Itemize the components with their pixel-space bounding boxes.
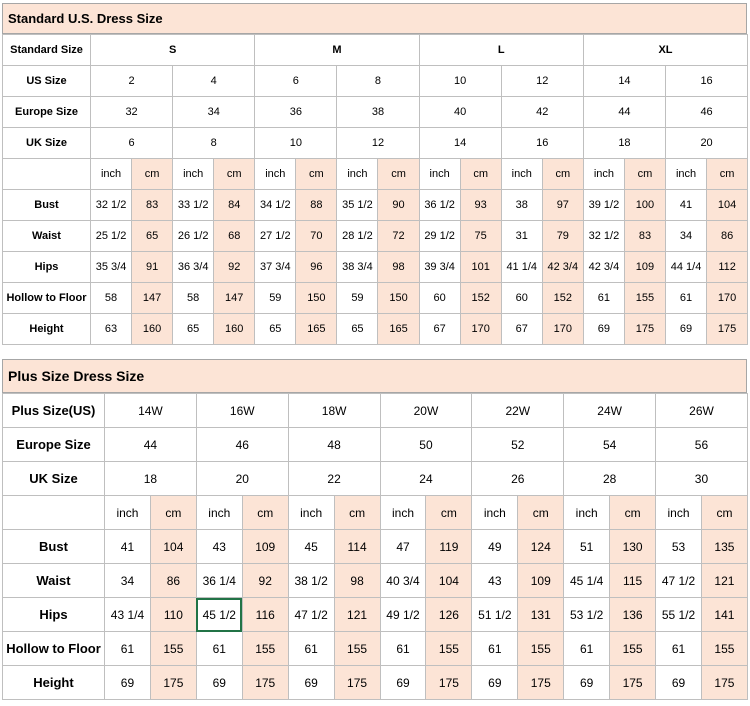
inch-value-cell[interactable]: 38	[501, 190, 542, 221]
cm-value-cell[interactable]: 175	[707, 314, 748, 345]
inch-value-cell[interactable]: 51 1/2	[472, 598, 518, 632]
size-row	[3, 128, 748, 159]
cm-value-cell[interactable]: 155	[242, 632, 288, 666]
size-cell[interactable]: 46	[196, 428, 288, 462]
size-cell[interactable]: 20	[196, 462, 288, 496]
inch-value-cell[interactable]: 69	[666, 314, 707, 345]
inch-value-cell[interactable]: 45 1/2	[196, 598, 242, 632]
inch-value-cell[interactable]: 36 1/2	[419, 190, 460, 221]
cm-value-cell[interactable]: 93	[460, 190, 501, 221]
cm-value-cell[interactable]: 83	[624, 221, 665, 252]
cm-value-cell[interactable]: 147	[132, 283, 173, 314]
cm-value-cell[interactable]: 42 3/4	[542, 252, 583, 283]
cm-value-cell[interactable]: 175	[334, 666, 380, 700]
cm-value-cell[interactable]: 155	[150, 632, 196, 666]
size-group-m[interactable]: M	[255, 35, 419, 66]
size-cell[interactable]: 30	[656, 462, 748, 496]
cm-value-cell[interactable]: 91	[132, 252, 173, 283]
inch-value-cell[interactable]: 58	[173, 283, 214, 314]
cm-value-cell[interactable]: 121	[334, 598, 380, 632]
cm-value-cell[interactable]: 170	[542, 314, 583, 345]
cm-value-cell[interactable]: 109	[518, 564, 564, 598]
inch-value-cell[interactable]: 33 1/2	[173, 190, 214, 221]
unit-inch-label[interactable]: inch	[173, 159, 214, 190]
inch-value-cell[interactable]: 69	[564, 666, 610, 700]
unit-cm-label[interactable]: cm	[334, 496, 380, 530]
inch-value-cell[interactable]: 36 3/4	[173, 252, 214, 283]
size-cell[interactable]: 52	[472, 428, 564, 462]
inch-value-cell[interactable]: 42 3/4	[583, 252, 624, 283]
cm-value-cell[interactable]: 160	[132, 314, 173, 345]
cm-value-cell[interactable]: 121	[701, 564, 747, 598]
size-cell[interactable]: 14	[583, 66, 665, 97]
inch-value-cell[interactable]: 38 1/2	[288, 564, 334, 598]
cm-value-cell[interactable]: 155	[426, 632, 472, 666]
cm-value-cell[interactable]: 119	[426, 530, 472, 564]
unit-inch-label[interactable]: inch	[656, 496, 702, 530]
cm-value-cell[interactable]: 155	[334, 632, 380, 666]
size-cell[interactable]: 32	[91, 97, 173, 128]
cm-value-cell[interactable]: 150	[296, 283, 337, 314]
size-group-xl[interactable]: XL	[583, 35, 747, 66]
inch-value-cell[interactable]: 69	[380, 666, 426, 700]
size-cell[interactable]: 18	[105, 462, 197, 496]
inch-value-cell[interactable]: 69	[196, 666, 242, 700]
size-cell[interactable]: 12	[337, 128, 419, 159]
inch-value-cell[interactable]: 60	[419, 283, 460, 314]
inch-value-cell[interactable]: 40 3/4	[380, 564, 426, 598]
cm-value-cell[interactable]: 155	[610, 632, 656, 666]
cm-value-cell[interactable]: 86	[150, 564, 196, 598]
size-cell[interactable]: 44	[105, 428, 197, 462]
unit-inch-label[interactable]: inch	[583, 159, 624, 190]
row-label[interactable]: Bust	[3, 530, 105, 564]
inch-value-cell[interactable]: 32 1/2	[91, 190, 132, 221]
size-cell[interactable]: 34	[173, 97, 255, 128]
inch-value-cell[interactable]: 44 1/4	[666, 252, 707, 283]
size-cell[interactable]: 16	[666, 66, 748, 97]
measurement-row	[3, 632, 748, 666]
measurement-row	[3, 252, 748, 283]
cm-value-cell[interactable]: 92	[242, 564, 288, 598]
unit-row	[3, 159, 748, 190]
unit-corner-cell[interactable]	[3, 496, 105, 530]
inch-value-cell[interactable]: 26 1/2	[173, 221, 214, 252]
size-cell[interactable]: 40	[419, 97, 501, 128]
unit-inch-label[interactable]: inch	[564, 496, 610, 530]
size-cell[interactable]: 38	[337, 97, 419, 128]
size-cell[interactable]: 10	[419, 66, 501, 97]
cm-value-cell[interactable]: 175	[150, 666, 196, 700]
inch-value-cell[interactable]: 53	[656, 530, 702, 564]
unit-cm-label[interactable]: cm	[242, 496, 288, 530]
cm-value-cell[interactable]: 165	[296, 314, 337, 345]
row-label[interactable]: Bust	[3, 190, 91, 221]
inch-value-cell[interactable]: 63	[91, 314, 132, 345]
cm-value-cell[interactable]: 155	[518, 632, 564, 666]
cm-value-cell[interactable]: 83	[132, 190, 173, 221]
size-cell[interactable]: 20W	[380, 394, 472, 428]
cm-value-cell[interactable]: 126	[426, 598, 472, 632]
size-cell[interactable]: 42	[501, 97, 583, 128]
cm-value-cell[interactable]: 112	[707, 252, 748, 283]
cm-value-cell[interactable]: 136	[610, 598, 656, 632]
cm-value-cell[interactable]: 155	[701, 632, 747, 666]
unit-inch-label[interactable]: inch	[380, 496, 426, 530]
unit-cm-label[interactable]: cm	[518, 496, 564, 530]
row-label[interactable]: Hips	[3, 252, 91, 283]
cm-value-cell[interactable]: 175	[518, 666, 564, 700]
inch-value-cell[interactable]: 32 1/2	[583, 221, 624, 252]
inch-value-cell[interactable]: 61	[380, 632, 426, 666]
size-group-l[interactable]: L	[419, 35, 583, 66]
unit-cm-label[interactable]: cm	[707, 159, 748, 190]
inch-value-cell[interactable]: 39 1/2	[583, 190, 624, 221]
cm-value-cell[interactable]: 104	[707, 190, 748, 221]
size-cell[interactable]: 48	[288, 428, 380, 462]
size-cell[interactable]: 22	[288, 462, 380, 496]
cm-value-cell[interactable]: 79	[542, 221, 583, 252]
cm-value-cell[interactable]: 92	[214, 252, 255, 283]
inch-value-cell[interactable]: 47	[380, 530, 426, 564]
size-row	[3, 462, 748, 496]
size-cell[interactable]: 54	[564, 428, 656, 462]
inch-value-cell[interactable]: 27 1/2	[255, 221, 296, 252]
size-cell[interactable]: 26W	[656, 394, 748, 428]
size-cell[interactable]: 50	[380, 428, 472, 462]
inch-value-cell[interactable]: 51	[564, 530, 610, 564]
cm-value-cell[interactable]: 97	[542, 190, 583, 221]
standard-size-table	[2, 34, 748, 345]
size-cell[interactable]: 8	[173, 128, 255, 159]
inch-value-cell[interactable]: 67	[501, 314, 542, 345]
inch-value-cell[interactable]: 35 3/4	[91, 252, 132, 283]
unit-cm-label[interactable]: cm	[701, 496, 747, 530]
inch-value-cell[interactable]: 47 1/2	[288, 598, 334, 632]
cm-value-cell[interactable]: 110	[150, 598, 196, 632]
cm-value-cell[interactable]: 160	[214, 314, 255, 345]
size-cell[interactable]: 16	[501, 128, 583, 159]
cm-value-cell[interactable]: 152	[460, 283, 501, 314]
cm-value-cell[interactable]: 86	[707, 221, 748, 252]
inch-value-cell[interactable]: 55 1/2	[656, 598, 702, 632]
inch-value-cell[interactable]: 43 1/4	[105, 598, 151, 632]
measurement-row	[3, 190, 748, 221]
size-cell[interactable]: 14W	[105, 394, 197, 428]
unit-inch-label[interactable]: inch	[501, 159, 542, 190]
cm-value-cell[interactable]: 88	[296, 190, 337, 221]
inch-value-cell[interactable]: 61	[656, 632, 702, 666]
cm-value-cell[interactable]: 109	[624, 252, 665, 283]
inch-value-cell[interactable]: 49	[472, 530, 518, 564]
inch-value-cell[interactable]: 35 1/2	[337, 190, 378, 221]
cm-value-cell[interactable]: 130	[610, 530, 656, 564]
inch-value-cell[interactable]: 61	[666, 283, 707, 314]
inch-value-cell[interactable]: 61	[288, 632, 334, 666]
unit-inch-label[interactable]: inch	[288, 496, 334, 530]
unit-row	[3, 496, 748, 530]
cm-value-cell[interactable]: 100	[624, 190, 665, 221]
row-label[interactable]: Height	[3, 666, 105, 700]
size-cell[interactable]: 20	[666, 128, 748, 159]
plus-size-title: Plus Size Dress Size	[2, 359, 747, 393]
size-cell[interactable]: 24W	[564, 394, 656, 428]
size-row	[3, 394, 748, 428]
size-cell[interactable]: 22W	[472, 394, 564, 428]
size-cell[interactable]: 26	[472, 462, 564, 496]
inch-value-cell[interactable]: 69	[583, 314, 624, 345]
cm-value-cell[interactable]: 116	[242, 598, 288, 632]
size-group-s[interactable]: S	[91, 35, 255, 66]
unit-cm-label[interactable]: cm	[296, 159, 337, 190]
size-cell[interactable]: 56	[656, 428, 748, 462]
measurement-row	[3, 564, 748, 598]
size-cell[interactable]: 8	[337, 66, 419, 97]
row-label[interactable]: UK Size	[3, 128, 91, 159]
cm-value-cell[interactable]: 68	[214, 221, 255, 252]
standard-size-row	[3, 35, 748, 66]
inch-value-cell[interactable]: 61	[564, 632, 610, 666]
inch-value-cell[interactable]: 69	[472, 666, 518, 700]
size-cell[interactable]: 16W	[196, 394, 288, 428]
unit-cm-label[interactable]: cm	[610, 496, 656, 530]
cm-value-cell[interactable]: 90	[378, 190, 419, 221]
size-row	[3, 428, 748, 462]
standard-size-chart	[2, 3, 747, 345]
cm-value-cell[interactable]: 175	[624, 314, 665, 345]
inch-value-cell[interactable]: 34 1/2	[255, 190, 296, 221]
unit-inch-label[interactable]: inch	[337, 159, 378, 190]
cm-value-cell[interactable]: 70	[296, 221, 337, 252]
cm-value-cell[interactable]: 114	[334, 530, 380, 564]
unit-inch-label[interactable]: inch	[91, 159, 132, 190]
inch-value-cell[interactable]: 41 1/4	[501, 252, 542, 283]
inch-value-cell[interactable]: 61	[472, 632, 518, 666]
cm-value-cell[interactable]: 98	[378, 252, 419, 283]
inch-value-cell[interactable]: 49 1/2	[380, 598, 426, 632]
inch-value-cell[interactable]: 61	[196, 632, 242, 666]
size-row	[3, 97, 748, 128]
size-cell[interactable]: 18	[583, 128, 665, 159]
inch-value-cell[interactable]: 36 1/4	[196, 564, 242, 598]
cm-value-cell[interactable]: 98	[334, 564, 380, 598]
unit-inch-label[interactable]: inch	[255, 159, 296, 190]
size-row	[3, 66, 748, 97]
inch-value-cell[interactable]: 58	[91, 283, 132, 314]
plus-size-chart	[2, 359, 747, 700]
cm-value-cell[interactable]: 75	[460, 221, 501, 252]
unit-cm-label[interactable]: cm	[378, 159, 419, 190]
size-cell[interactable]: 36	[255, 97, 337, 128]
cm-value-cell[interactable]: 175	[242, 666, 288, 700]
cm-value-cell[interactable]: 104	[426, 564, 472, 598]
cm-value-cell[interactable]: 65	[132, 221, 173, 252]
unit-inch-label[interactable]: inch	[419, 159, 460, 190]
inch-value-cell[interactable]: 45	[288, 530, 334, 564]
row-label[interactable]: Hollow to Floor	[3, 283, 91, 314]
measurement-row	[3, 598, 748, 632]
cm-value-cell[interactable]: 104	[150, 530, 196, 564]
row-label[interactable]: Waist	[3, 564, 105, 598]
size-cell[interactable]: 24	[380, 462, 472, 496]
inch-value-cell[interactable]: 59	[337, 283, 378, 314]
unit-cm-label[interactable]: cm	[542, 159, 583, 190]
unit-inch-label[interactable]: inch	[196, 496, 242, 530]
row-label[interactable]: Hips	[3, 598, 105, 632]
unit-corner-cell[interactable]	[3, 159, 91, 190]
inch-value-cell[interactable]: 43	[196, 530, 242, 564]
cm-value-cell[interactable]: 96	[296, 252, 337, 283]
unit-inch-label[interactable]: inch	[105, 496, 151, 530]
cm-value-cell[interactable]: 155	[624, 283, 665, 314]
measurement-row	[3, 530, 748, 564]
inch-value-cell[interactable]: 69	[105, 666, 151, 700]
inch-value-cell[interactable]: 53 1/2	[564, 598, 610, 632]
size-cell[interactable]: 6	[91, 128, 173, 159]
inch-value-cell[interactable]: 67	[419, 314, 460, 345]
unit-cm-label[interactable]: cm	[624, 159, 665, 190]
inch-value-cell[interactable]: 59	[255, 283, 296, 314]
cm-value-cell[interactable]: 141	[701, 598, 747, 632]
unit-inch-label[interactable]: inch	[666, 159, 707, 190]
unit-cm-label[interactable]: cm	[426, 496, 472, 530]
size-cell[interactable]: 28	[564, 462, 656, 496]
inch-value-cell[interactable]: 29 1/2	[419, 221, 460, 252]
size-cell[interactable]: 44	[583, 97, 665, 128]
inch-value-cell[interactable]: 47 1/2	[656, 564, 702, 598]
inch-value-cell[interactable]: 41	[105, 530, 151, 564]
size-cell[interactable]: 2	[91, 66, 173, 97]
size-cell[interactable]: 10	[255, 128, 337, 159]
row-label[interactable]: UK Size	[3, 462, 105, 496]
inch-value-cell[interactable]: 61	[105, 632, 151, 666]
inch-value-cell[interactable]: 31	[501, 221, 542, 252]
row-label[interactable]: Standard Size	[3, 35, 91, 66]
cm-value-cell[interactable]: 147	[214, 283, 255, 314]
cm-value-cell[interactable]: 135	[701, 530, 747, 564]
cm-value-cell[interactable]: 72	[378, 221, 419, 252]
cm-value-cell[interactable]: 150	[378, 283, 419, 314]
cm-value-cell[interactable]: 175	[426, 666, 472, 700]
inch-value-cell[interactable]: 65	[337, 314, 378, 345]
size-cell[interactable]: 14	[419, 128, 501, 159]
inch-value-cell[interactable]: 45 1/4	[564, 564, 610, 598]
size-cell[interactable]: 6	[255, 66, 337, 97]
cm-value-cell[interactable]: 84	[214, 190, 255, 221]
cm-value-cell[interactable]: 175	[610, 666, 656, 700]
cm-value-cell[interactable]: 165	[378, 314, 419, 345]
size-cell[interactable]: 46	[666, 97, 748, 128]
plus-size-table	[2, 393, 748, 700]
inch-value-cell[interactable]: 25 1/2	[91, 221, 132, 252]
inch-value-cell[interactable]: 39 3/4	[419, 252, 460, 283]
cm-value-cell[interactable]: 101	[460, 252, 501, 283]
inch-value-cell[interactable]: 65	[255, 314, 296, 345]
cm-value-cell[interactable]: 109	[242, 530, 288, 564]
cm-value-cell[interactable]: 170	[460, 314, 501, 345]
row-label[interactable]: Hollow to Floor	[3, 632, 105, 666]
cm-value-cell[interactable]: 152	[542, 283, 583, 314]
cm-value-cell[interactable]: 115	[610, 564, 656, 598]
cm-value-cell[interactable]: 124	[518, 530, 564, 564]
unit-inch-label[interactable]: inch	[472, 496, 518, 530]
inch-value-cell[interactable]: 34	[105, 564, 151, 598]
inch-value-cell[interactable]: 69	[656, 666, 702, 700]
unit-cm-label[interactable]: cm	[214, 159, 255, 190]
measurement-row	[3, 221, 748, 252]
cm-value-cell[interactable]: 170	[707, 283, 748, 314]
row-label[interactable]: US Size	[3, 66, 91, 97]
measurement-row	[3, 666, 748, 700]
inch-value-cell[interactable]: 34	[666, 221, 707, 252]
unit-cm-label[interactable]: cm	[150, 496, 196, 530]
inch-value-cell[interactable]: 69	[288, 666, 334, 700]
inch-value-cell[interactable]: 60	[501, 283, 542, 314]
cm-value-cell[interactable]: 175	[701, 666, 747, 700]
inch-value-cell[interactable]: 43	[472, 564, 518, 598]
inch-value-cell[interactable]: 38 3/4	[337, 252, 378, 283]
row-label[interactable]: Europe Size	[3, 428, 105, 462]
inch-value-cell[interactable]: 61	[583, 283, 624, 314]
inch-value-cell[interactable]: 65	[173, 314, 214, 345]
size-cell[interactable]: 18W	[288, 394, 380, 428]
inch-value-cell[interactable]: 37 3/4	[255, 252, 296, 283]
inch-value-cell[interactable]: 28 1/2	[337, 221, 378, 252]
size-cell[interactable]: 4	[173, 66, 255, 97]
row-label[interactable]: Europe Size	[3, 97, 91, 128]
measurement-row	[3, 283, 748, 314]
unit-cm-label[interactable]: cm	[132, 159, 173, 190]
size-cell[interactable]: 12	[501, 66, 583, 97]
row-label[interactable]: Plus Size(US)	[3, 394, 105, 428]
cm-value-cell[interactable]: 131	[518, 598, 564, 632]
measurement-row	[3, 314, 748, 345]
inch-value-cell[interactable]: 41	[666, 190, 707, 221]
row-label[interactable]: Height	[3, 314, 91, 345]
standard-size-title: Standard U.S. Dress Size	[2, 3, 747, 34]
row-label[interactable]: Waist	[3, 221, 91, 252]
unit-cm-label[interactable]: cm	[460, 159, 501, 190]
